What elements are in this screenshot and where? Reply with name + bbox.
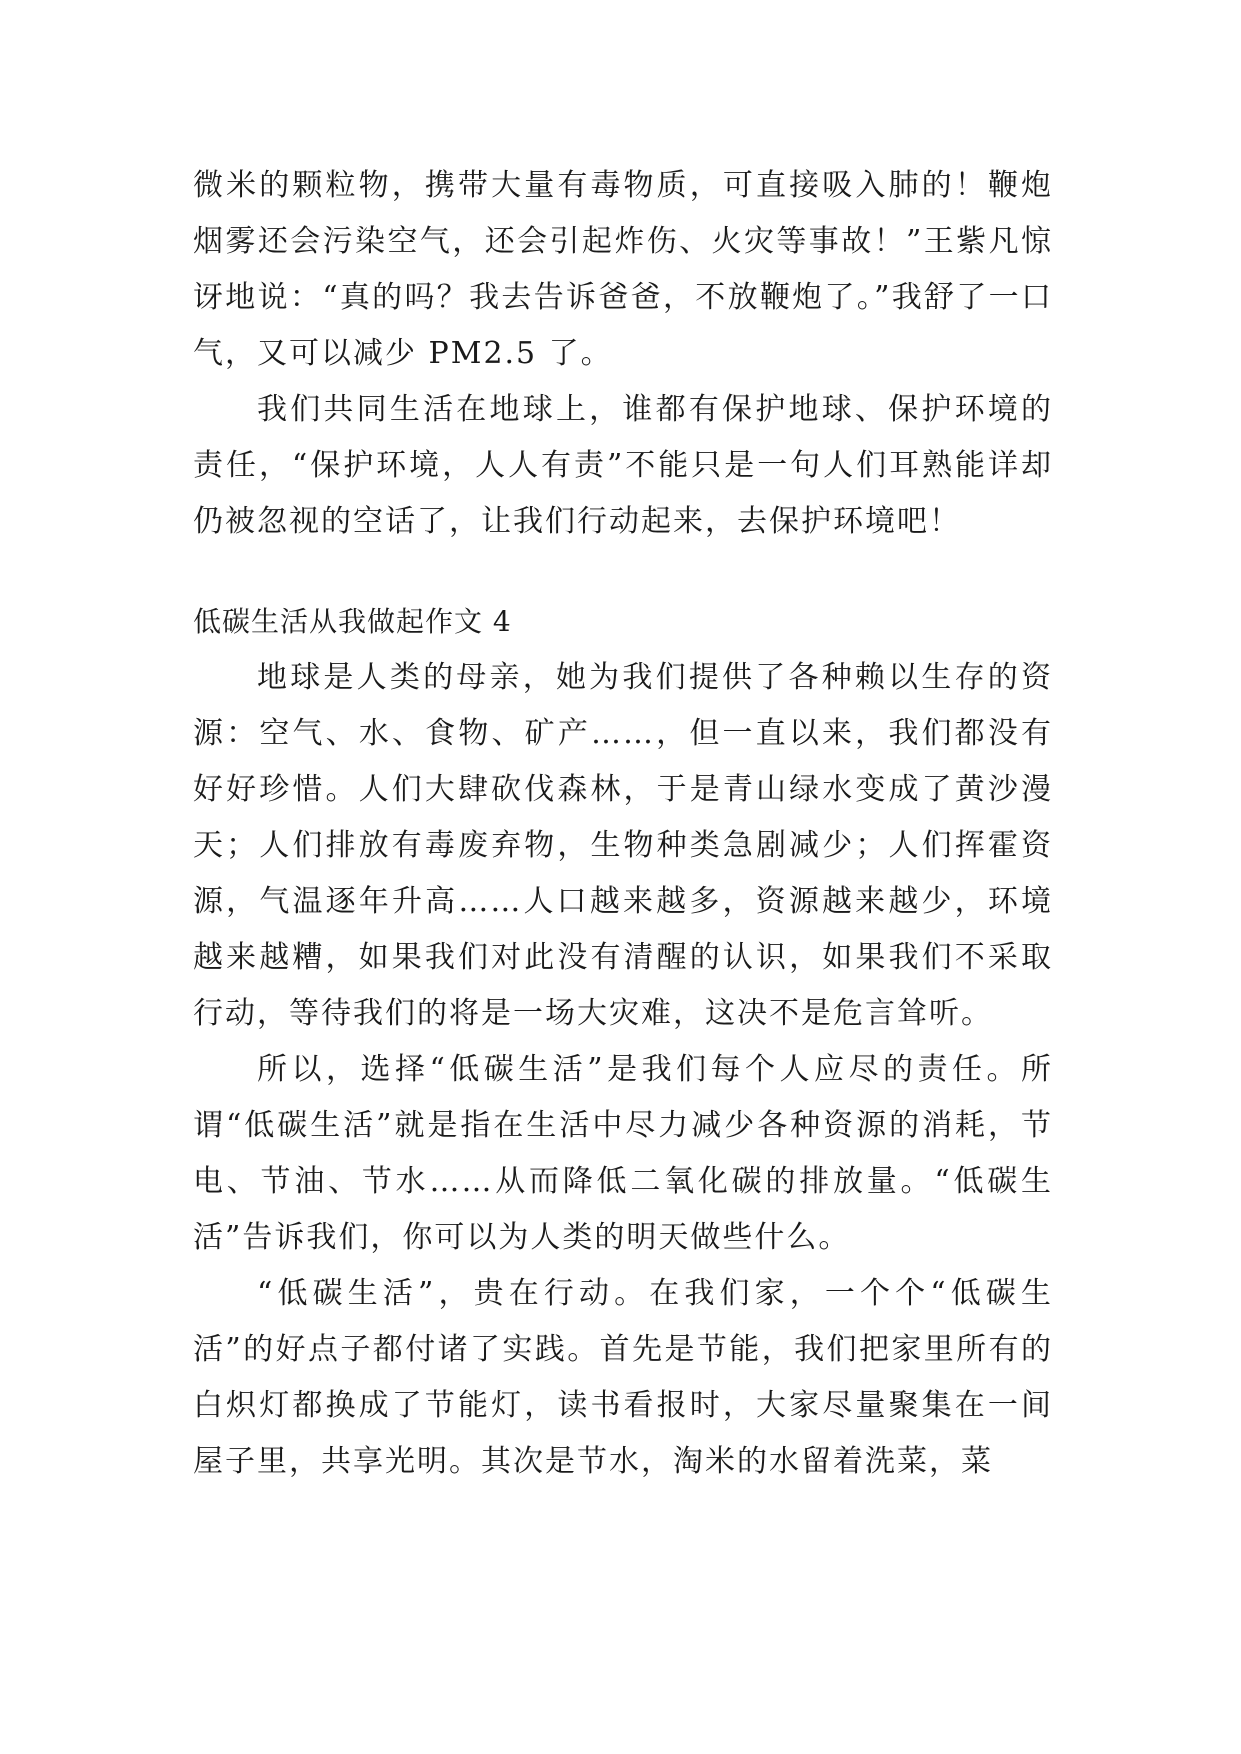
document-page xyxy=(193,158,1053,1490)
paragraph-continued: 微米的颗粒物，携带大量有毒物质，可直接吸入肺的！鞭炮烟雾还会污染空气，还会引起炸伤、火灾等事故！”王紫凡惊讶地说：“真的吗？我去告诉爸爸，不放鞭炮了。”我舒了一口气，又可以减少 PM2.5 了。 xyxy=(193,168,1053,371)
paragraph: “低碳生活”，贵在行动。在我们家，一个个“低碳生活”的好点子都付诸了实践。首先是节能，我们把家里所有的白炽灯都换成了节能灯，读书看报时，大家尽量聚集在一间屋子里，共享光明。其次是节水，淘米的水留着洗菜，菜 xyxy=(193,1276,1053,1479)
section-title: 低碳生活从我做起作文 4 xyxy=(193,605,512,638)
paragraph: 我们共同生活在地球上，谁都有保护地球、保护环境的责任，“保护环境，人人有责”不能只是一句人们耳熟能详却仍被忽视的空话了，让我们行动起来，去保护环境吧！ xyxy=(193,392,1053,539)
paragraph: 地球是人类的母亲，她为我们提供了各种赖以生存的资源：空气、水、食物、矿产……，但一直以来，我们都没有好好珍惜。人们大肆砍伐森林，于是青山绿水变成了黄沙漫天；人们排放有毒废弃物，生物种类急剧减少；人们挥霍资源，气温逐年升高……人口越来越多，资源越来越少，环境越来越糟，如果我们对此没有清醒的认识，如果我们不采取行动，等待我们的将是一场大灾难，这决不是危言耸听。 xyxy=(193,660,1053,1031)
paragraph: 所以，选择“低碳生活”是我们每个人应尽的责任。所谓“低碳生活”就是指在生活中尽力减少各种资源的消耗，节电、节油、节水……从而降低二氧化碳的排放量。“低碳生活”告诉我们，你可以为人类的明天做些什么。 xyxy=(193,1052,1053,1255)
